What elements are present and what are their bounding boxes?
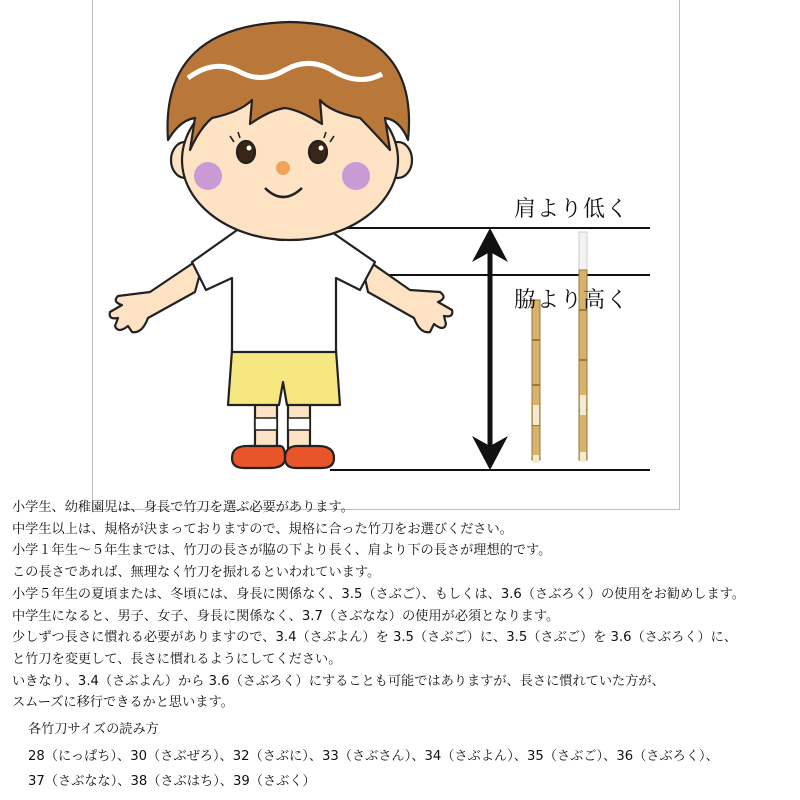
text-line: 小学５年生の夏頃または、冬頃には、身長に関係なく、3.5（さぶご）、もしくは、3.6（さぶろく）の使用をお勧めします。: [12, 586, 745, 602]
shinai-short: [532, 300, 540, 463]
text-line: この長さであれば、無理なく竹刀を振れるといわれています。: [12, 565, 381, 581]
text-line: いきなり、3.4（さぶよん）から 3.6（さぶろく）にすることも可能ではありますが、長さに慣れていた方が、: [12, 673, 665, 689]
height-arrow: [472, 228, 508, 470]
text-line: 小学生、幼稚園児は、身長で竹刀を選ぶ必要があります。: [12, 500, 354, 515]
reading-line: 28（にっぱち）、30（さぶぜろ）、32（さぶに）、33（さぶさん）、34（さぶよん）、35（さぶご）、36（さぶろく）、: [28, 749, 719, 764]
text-line: スムーズに移行できるかと思います。: [12, 695, 234, 711]
label-higher-than-armpit: 脇より高く: [514, 288, 630, 313]
text-line: 中学生以上は、規格が決まっておりますので、規格に合った竹刀をお選びください。: [12, 521, 513, 537]
reading-title: 各竹刀サイズの読み方: [28, 722, 159, 737]
explanation-text: [12, 497, 792, 714]
text-line: と竹刀を変更して、長さに慣れるようにしてください。: [12, 651, 342, 667]
child-figure: [110, 22, 453, 468]
text-line: 少しずつ長さに慣れる必要がありますので、3.4（さぶよん）を 3.5（さぶご）に、3.5（さぶご）を 3.6（さぶろく）に、: [12, 630, 738, 646]
label-lower-than-shoulder: 肩より低く: [514, 197, 630, 222]
reading-line: 37（さぶなな）、38（さぶはち）、39（さぶく）: [28, 774, 316, 789]
text-line: 中学生になると、男子、女子、身長に関係なく、3.7（さぶなな）の使用が必須となります。: [12, 608, 560, 624]
text-line: 小学１年生～５年生までは、竹刀の長さが脇の下より長く、肩より下の長さが理想的です。: [12, 543, 552, 559]
shinai-long: [579, 232, 587, 462]
